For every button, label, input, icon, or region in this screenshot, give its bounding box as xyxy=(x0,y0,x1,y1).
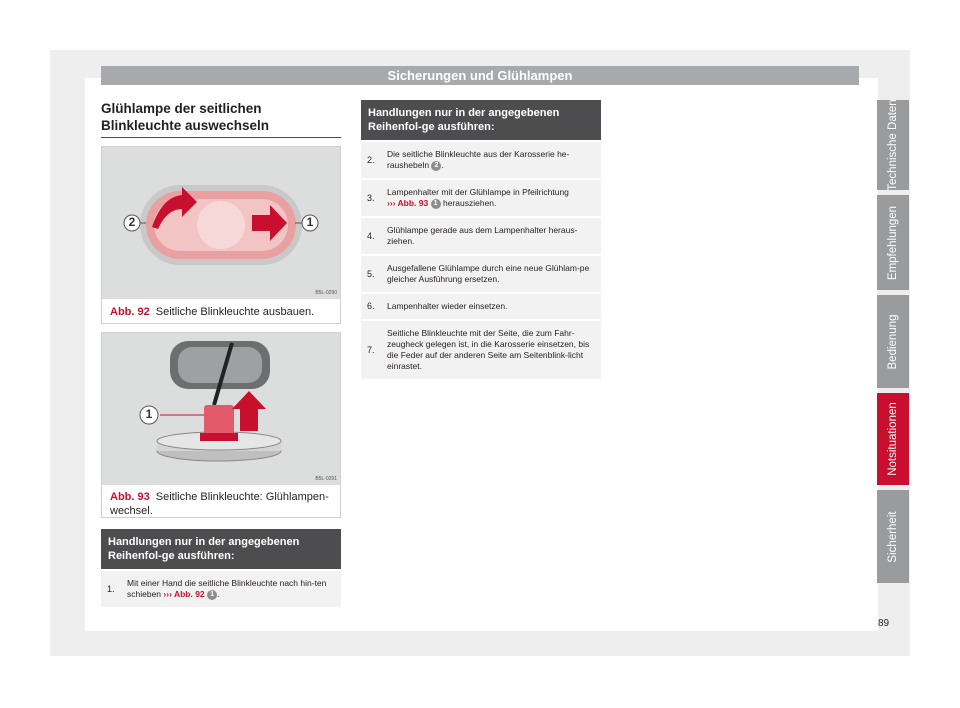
step-number: 1. xyxy=(107,583,115,594)
figure-ref: B5L-0290 xyxy=(315,290,337,296)
figure-ref: B5L-0291 xyxy=(315,476,337,482)
step-text: Lampenhalter mit der Glühlampe in Pfeilrichtung ››› Abb. 93 1 herausziehen. xyxy=(387,187,569,208)
figure-link[interactable]: ››› Abb. 92 xyxy=(163,589,205,599)
callout-1: 1 xyxy=(306,215,314,229)
table-row xyxy=(361,254,601,292)
tab-empfehlungen[interactable]: Empfehlungen xyxy=(877,195,909,290)
figure-92-caption-text: Seitliche Blinkleuchte ausbauen. xyxy=(155,306,315,318)
table-row xyxy=(361,292,601,319)
step-number: 5. xyxy=(367,268,375,279)
page-number: 89 xyxy=(878,618,890,629)
tab-technische-daten[interactable]: Technische Daten xyxy=(877,100,909,190)
callout-circle: 1 xyxy=(431,199,441,209)
figure-92-caption xyxy=(110,305,314,319)
figure-93-label: Abb. 93 xyxy=(110,491,150,503)
figure-92-label: Abb. 92 xyxy=(110,306,150,318)
step-number: 6. xyxy=(367,301,375,311)
title-rule xyxy=(101,137,341,138)
table-row xyxy=(361,140,601,178)
figure-93-caption xyxy=(110,490,335,518)
table-row xyxy=(361,319,601,379)
figure-92-image xyxy=(102,147,340,299)
figure-link[interactable]: ››› Abb. 93 xyxy=(387,198,429,208)
callout-circle: 1 xyxy=(207,590,217,600)
step-text: Glühlampe gerade aus dem Lampenhalter heraus-ziehen. xyxy=(387,225,578,246)
table-heading: Handlungen nur in der angegebenen Reihenfol-ge ausführen: xyxy=(361,100,601,140)
tab-sicherheit[interactable]: Sicherheit xyxy=(877,490,909,583)
step-text: Seitliche Blinkleuchte mit der Seite, die zum Fahr-zeugheck gelegen ist, in die Karosserie einsetzen, bis die Feder auf der anderen Seite am Seitenblink-licht einrastet. xyxy=(387,328,590,371)
step-number: 2. xyxy=(367,154,375,165)
table-row xyxy=(361,178,601,216)
figure-93-caption-text: Seitliche Blinkleuchte: Glühlampen-wechsel. xyxy=(110,491,329,517)
table-row xyxy=(101,569,341,607)
figure-93 xyxy=(101,332,341,518)
step-text: Mit einer Hand die seitliche Blinkleuchte nach hin-ten schieben ››› Abb. 92 1 . xyxy=(127,578,327,599)
tab-notsituationen[interactable]: Notsituationen xyxy=(877,393,909,485)
step-text: Lampenhalter wieder einsetzen. xyxy=(387,301,508,311)
figure-93-image xyxy=(102,333,340,485)
tab-bedienung[interactable]: Bedienung xyxy=(877,295,909,388)
step-text: Die seitliche Blinkleuchte aus der Karosserie he-raushebeln 2 . xyxy=(387,149,570,170)
step-text: Ausgefallene Glühlampe durch eine neue Glühlam-pe gleicher Ausführung ersetzen. xyxy=(387,263,590,284)
step-number: 4. xyxy=(367,230,375,241)
steps-table-right xyxy=(361,100,601,379)
section-title: Glühlampe der seitlichen Blinkleuchte auswechseln xyxy=(101,101,270,133)
callout-1: 1 xyxy=(145,407,153,421)
chapter-header: Sicherungen und Glühlampen xyxy=(101,66,859,85)
figure-92 xyxy=(101,146,341,324)
steps-table-left xyxy=(101,529,341,607)
table-heading: Handlungen nur in der angegebenen Reihenfol-ge ausführen: xyxy=(101,529,341,569)
bulb-holder-removal-illustration xyxy=(102,333,340,485)
step-number: 3. xyxy=(367,192,375,203)
step-number: 7. xyxy=(367,344,375,355)
callout-circle: 2 xyxy=(431,161,441,171)
table-row xyxy=(361,216,601,254)
callout-2: 2 xyxy=(128,215,136,229)
